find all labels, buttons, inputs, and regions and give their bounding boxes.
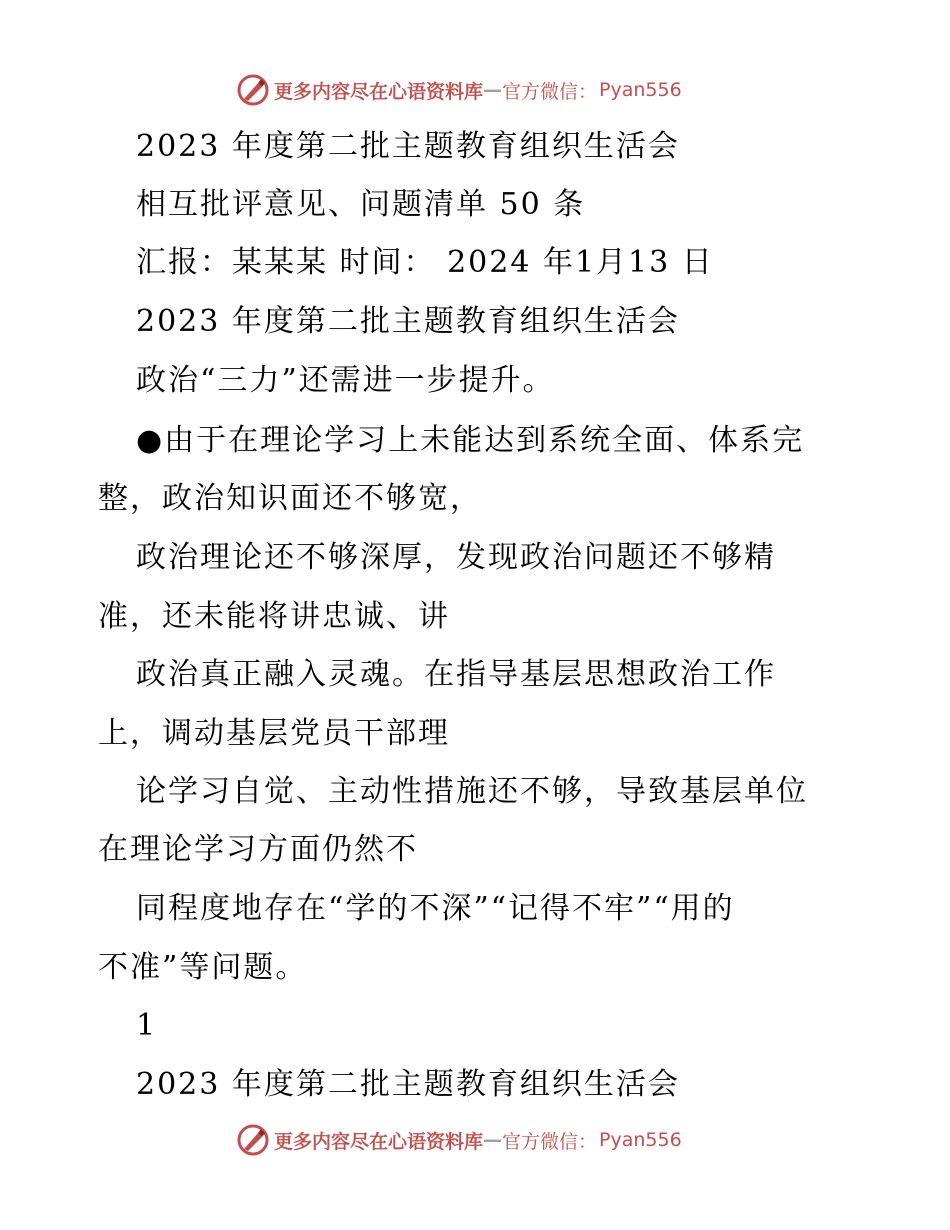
page-number: 1	[136, 1008, 158, 1043]
watermark-dash: —	[483, 1129, 503, 1151]
doc-line: 相互批评意见、问题清单 50 条	[136, 187, 586, 222]
watermark-dash: —	[483, 79, 503, 101]
doc-line: 2023 年度第二批主题教育组织生活会	[136, 1067, 680, 1102]
watermark-label: 官方微信：	[502, 1130, 598, 1153]
watermark-wechat-id: Pyan556	[599, 79, 682, 101]
doc-line: 同程度地存在“学的不深”“记得不牢”“用的	[136, 891, 735, 926]
doc-line: ●由于在理论学习上未能达到系统全面、体系完	[136, 423, 805, 458]
doc-line: 不准”等问题。	[98, 950, 308, 985]
pen-circle-logo-icon	[236, 1123, 270, 1157]
doc-line: 政治真正融入灵魂。在指导基层思想政治工作	[136, 657, 776, 692]
watermark-text: 更多内容尽在心语资料库	[274, 1130, 484, 1153]
doc-line: 论学习自觉、主动性措施还不够，导致基层单位	[136, 774, 808, 809]
doc-line: 2023 年度第二批主题教育组织生活会	[136, 304, 680, 339]
watermark-text: 更多内容尽在心语资料库	[274, 80, 484, 103]
footer-watermark	[236, 1123, 682, 1157]
doc-line: 2023 年度第二批主题教育组织生活会	[136, 129, 680, 164]
doc-line: 汇报：某某某 时间： 2024 年1月13 日	[136, 245, 714, 280]
doc-line: 上，调动基层党员干部理	[98, 716, 450, 751]
doc-line: 政治理论还不够深厚，发现政治问题还不够精	[136, 540, 776, 575]
doc-line: 整，政治知识面还不够宽，	[98, 481, 482, 516]
watermark-label: 官方微信：	[502, 80, 598, 103]
doc-line: 在理论学习方面仍然不	[98, 832, 418, 867]
watermark-wechat-id: Pyan556	[599, 1129, 682, 1151]
doc-line: 政治“三力”还需进一步提升。	[136, 363, 555, 398]
doc-line: 准，还未能将讲忠诚、讲	[98, 599, 450, 634]
